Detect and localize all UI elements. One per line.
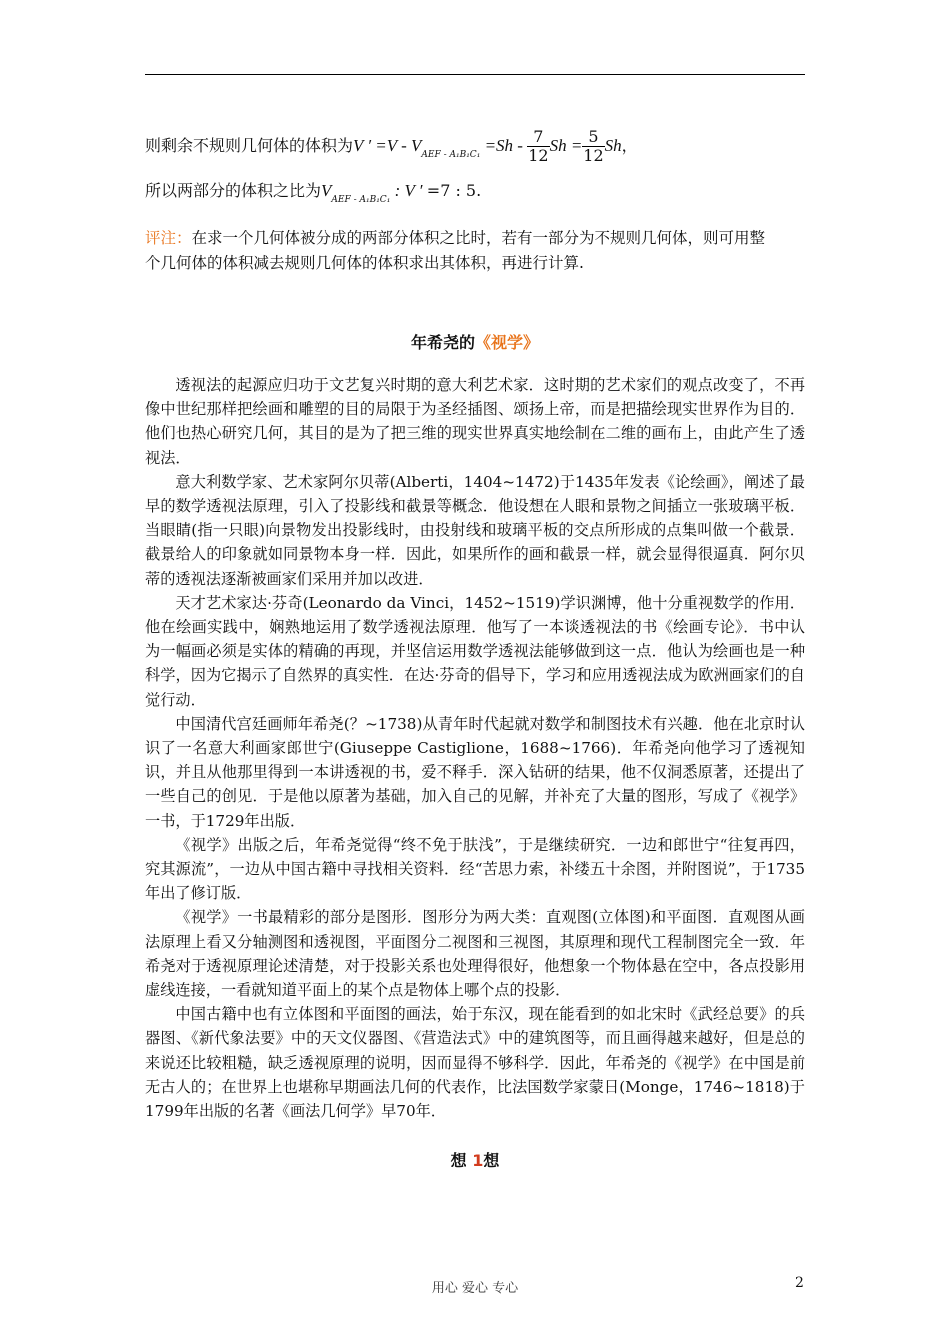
volume-ratio: =7 : 5 [426,181,477,200]
comment-block [145,226,805,276]
book-title-highlight: 《视学》 [475,333,540,352]
think-heading: 想 1想 [450,1151,500,1170]
comment-line-1: 在求一个几何体被分成的两部分体积之比时，若有一部分为不规则几何体，则可用整 [191,229,766,247]
paragraph: 《视学》出版之后，年希尧觉得“终不免于肤浅”，于是继续研究．一边和郎世宁“往复再四，究其源流”，一边从中国古籍中寻找相关资料．经“苦思力索，补缕五十余图，并附图说”，于1735年出了修订版． [145,835,805,903]
comment-line-2: 个几何体的体积减去规则几何体的体积求出其体积，再进行计算. [145,254,584,272]
fraction-5-12: $\frac{5}{12}$ [583,127,604,165]
formula-2-prefix: 所以两部分的体积之比为 [145,181,322,200]
paragraph: 天才艺术家达·芬奇(Leonardo da Vinci，1452~1519)学识渊博，他十分重视数学的作用．他在绘画实践中，娴熟地运用了数学透视法原理．他写了一本谈透视法的书《绘画专论》．书中认为一幅画必须是实体的精确的再现，并坚信运用数学透视法能够做到这一点．他认为绘画也是一种科学，因为它揭示了自然界的真实性．在达·芬奇的倡导下，学习和应用透视法成为欧洲画家们的自觉行动． [145,593,805,709]
paragraph: 中国清代宫廷画师年希尧(？~1738)从青年时代起就对数学和制图技术有兴趣．他在北京时认识了一名意大利画家郎世宁(Giuseppe Castiglione，1688~1766)．年希尧向他学习了透视知识，并且从他那里得到一本讲透视的书，爱不释手．深入钻研的结果，他不仅洞悉原著，还提出了一些自己的创见．于是他以原著为基础，加入自己的见解，并补充了大量的图形，写成了《视学》一书，于1729年出版． [145,714,805,830]
fraction-7-12: $\frac{7}{12}$ [528,127,549,165]
formula-line-2: 所以两部分的体积之比为$V_{AEF - A_1B_1C_1}$ : V ′ =7 : 5. [145,181,482,205]
section-title: 年希尧的《视学》 [410,333,540,352]
paragraph: 意大利数学家、艺术家阿尔贝蒂(Alberti，1404~1472)于1435年发表《论绘画》，阐述了最早的数学透视法原理，引入了投影线和截景等概念．他设想在人眼和景物之间插立一张玻璃平板．当眼睛(指一只眼)向景物发出投影线时，由投射线和玻璃平板的交点所形成的点集叫做一个截景．截景给人的印象就如同景物本身一样．因此，如果所作的画和截景一样，就会显得很逼真．阿尔贝蒂的透视法逐渐被画家们采用并加以改进． [145,472,805,588]
footer-motto: 用心 爱心 专心 [431,1281,519,1296]
formula-1-subscript: AEF - A₁B₁C₁ [421,150,481,160]
formula-line-1: 则剩余不规则几何体的体积为V ′ $=V - V_{AEF - A_1B_1C_1} =Sh$ - $\frac{7}{12}$ Sh = $\frac{5}{12}$ Sh， [145,127,638,165]
think-number: 1 [472,1151,484,1170]
article-body [145,373,805,1123]
page-number: 2 [795,1275,804,1291]
paragraph: 《视学》一书最精彩的部分是图形．图形分为两大类：直观图(立体图)和平面图．直观图从画法原理上看又分轴测图和透视图，平面图分二视图和三视图，其原理和现代工程制图完全一致．年希尧对于透视原理论述清楚，对于投影关系也处理得很好，他想象一个物体悬在空中，各点投影用虚线连接，一看就知道平面上的某个点是物体上哪个点的投影． [145,908,805,1000]
paragraph: 中国古籍中也有立体图和平面图的画法，始于东汉，现在能看到的如北宋时《武经总要》的兵器图、《新代象法要》中的天文仪器图、《营造法式》中的建筑图等，而且画得越来越好，但是总的来说还比较粗糙，缺乏透视原理的说明，因而显得不够科学．因此，年希尧的《视学》在中国是前无古人的；在世界上也堪称早期画法几何的代表作，比法国数学家蒙日(Monge，1746~1818)于1799年出版的名著《画法几何学》早70年． [145,1005,805,1121]
paragraph: 透视法的起源应归功于文艺复兴时期的意大利艺术家．这时期的艺术家们的观点改变了，不再像中世纪那样把绘画和雕塑的目的局限于为圣经插图、颂扬上帝，而是把描绘现实世界作为目的．他们也热心研究几何，其目的是为了把三维的现实世界真实地绘制在二维的画布上，由此产生了透视法． [145,376,805,467]
formula-2-subscript: AEF - A₁B₁C₁ [331,195,391,205]
header-rule [145,74,805,75]
formula-1-prefix: 则剩余不规则几何体的体积为 [145,136,354,155]
comment-label: 评注： [145,229,192,247]
